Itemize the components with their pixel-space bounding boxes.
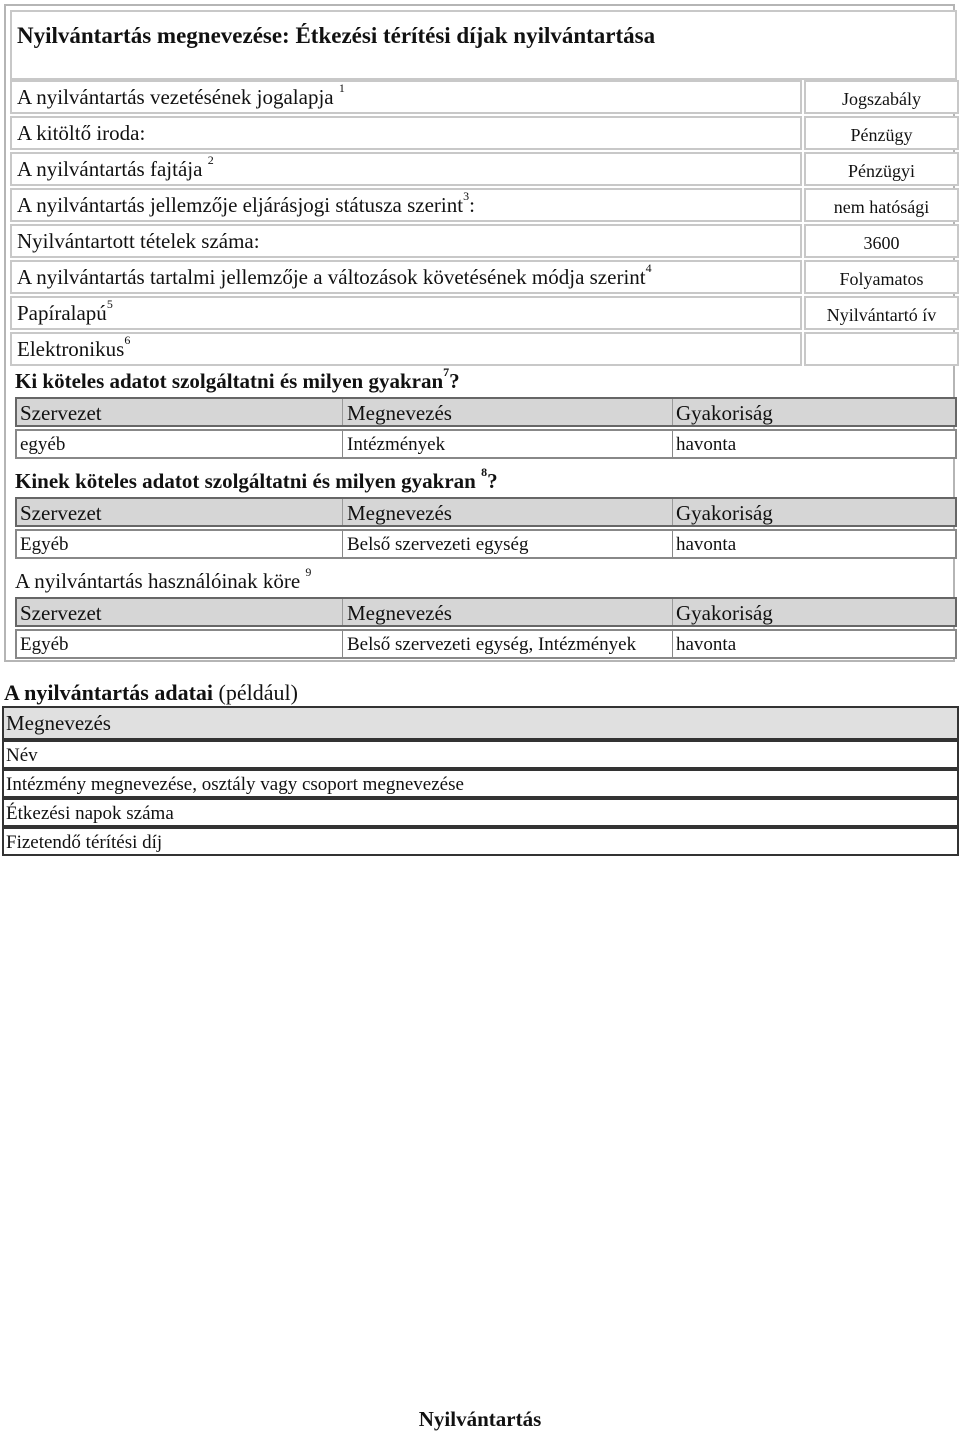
list-item: Étkezési napok száma xyxy=(2,798,959,827)
page-footer: Nyilvántartás xyxy=(418,1407,542,1431)
item-count-value: 3600 xyxy=(804,224,959,258)
header-org: Szervezet xyxy=(20,401,102,425)
data-recipients-table xyxy=(15,497,957,559)
procedural-status-value: nem hatósági xyxy=(804,188,959,222)
change-tracking-value: Folyamatos xyxy=(804,260,959,294)
header-frequency: Gyakoriság xyxy=(676,501,773,525)
electronic-value xyxy=(804,332,959,366)
header-name: Megnevezés xyxy=(347,601,452,625)
item-count-label: Nyilvántartott tételek száma: xyxy=(10,224,802,258)
cell-org: Egyéb xyxy=(20,534,69,555)
office-value: Pénzügy xyxy=(804,116,959,150)
cell-name: Belső szervezeti egység, Intézmények xyxy=(347,634,637,655)
header-org: Szervezet xyxy=(20,501,102,525)
type-label: A nyilvántartás fajtája $^2$ xyxy=(10,152,802,186)
cell-frequency: havonta xyxy=(676,634,737,655)
section-data-providers-title: Ki köteles adatot szolgáltatni és milyen gyakran$^7$? xyxy=(15,365,460,393)
electronic-label: Elektronikus$^6$ xyxy=(10,332,802,366)
paper-based-label: Papíralapú$^5$ xyxy=(10,296,802,330)
users-table xyxy=(15,597,957,659)
registry-form xyxy=(4,4,955,662)
header-org: Szervezet xyxy=(20,601,102,625)
section-users-title: A nyilvántartás használóinak köre $^9$ xyxy=(15,565,312,593)
list-item: Név xyxy=(2,740,959,769)
section-data-recipients-title: Kinek köteles adatot szolgáltatni és milyen gyakran $^8$? xyxy=(15,465,498,493)
change-tracking-label: A nyilvántartás tartalmi jellemzője a változások követésének módja szerint$^4$ xyxy=(10,260,802,294)
table-header-row xyxy=(15,497,957,527)
table-row xyxy=(15,429,957,459)
legal-basis-value: Jogszabály xyxy=(804,80,959,114)
data-providers-table xyxy=(15,397,957,459)
list-item: Fizetendő térítési díj xyxy=(2,827,959,856)
procedural-status-label: A nyilvántartás jellemzője eljárásjogi státusza szerint$^3$: xyxy=(10,188,802,222)
registry-data-title: A nyilvántartás adatai (például) xyxy=(4,680,298,705)
list-item: Intézmény megnevezése, osztály vagy csoport megnevezése xyxy=(2,769,959,798)
header-frequency: Gyakoriság xyxy=(676,401,773,425)
table-header-row xyxy=(15,397,957,427)
registry-data-header: Megnevezés xyxy=(2,706,959,740)
table-row xyxy=(15,529,957,559)
cell-org: Egyéb xyxy=(20,634,69,655)
header-frequency: Gyakoriság xyxy=(676,601,773,625)
cell-name: Belső szervezeti egység xyxy=(347,534,529,555)
page-title: Nyilvántartás megnevezése: Étkezési térítési díjak nyilvántartása xyxy=(10,10,957,80)
header-name: Megnevezés xyxy=(347,501,452,525)
table-header-row xyxy=(15,597,957,627)
table-row xyxy=(15,629,957,659)
cell-frequency: havonta xyxy=(676,534,737,555)
paper-based-value: Nyilvántartó ív xyxy=(804,296,959,330)
legal-basis-label: A nyilvántartás vezetésének jogalapja $^1$ xyxy=(10,80,802,114)
office-label: A kitöltő iroda: xyxy=(10,116,802,150)
header-name: Megnevezés xyxy=(347,401,452,425)
cell-frequency: havonta xyxy=(676,434,737,455)
cell-org: egyéb xyxy=(20,434,66,455)
type-value: Pénzügyi xyxy=(804,152,959,186)
cell-name: Intézmények xyxy=(347,434,446,455)
